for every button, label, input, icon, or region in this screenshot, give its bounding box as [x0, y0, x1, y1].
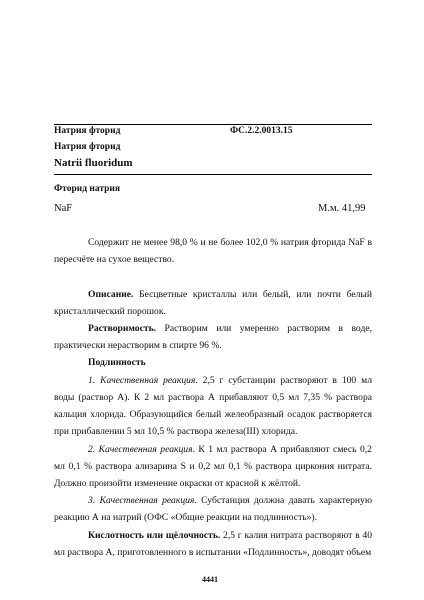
- solubility-label: Растворимость.: [88, 323, 157, 334]
- reaction-3-number: 3.: [88, 495, 96, 506]
- reaction-3-text: . Субстанция должна давать характерную реакцию А на натрий (ОФС «Общие реакции на подлинность»).: [54, 495, 372, 523]
- reaction-2: [54, 441, 372, 492]
- header-top-rule: [54, 124, 372, 125]
- header-name-latin: Natrii fluoridum: [54, 157, 133, 169]
- content-paragraph: Содержит не менее 98,0 % и не более 102,0 % натрия фторида NaF в пересчёте на сухое вещество.: [54, 237, 372, 265]
- chemical-formula: NaF: [54, 203, 73, 214]
- page-number: 4441: [202, 575, 218, 584]
- reaction-3: [54, 492, 372, 526]
- description-text: Бесцветные кристаллы или белый, или почти белый кристаллический порошок.: [54, 289, 372, 317]
- description-paragraph: [54, 286, 372, 320]
- header-bottom-rule: [54, 174, 372, 175]
- reaction-1-text: . 2,5 г субстанции растворяют в 100 мл воды (раствор А). К 2 мл раствора А прибавляют 0,5 мл 7,35 % раствора кальция хлорида. Образующийся белый желеобразный осадок растворяется при прибавлении 5 мл 10,5 % раствора железа(III) хлорида.: [54, 375, 372, 437]
- acidity-text: 2,5 г калия нитрата растворяют в 40 мл раствора А, приготовленного в испытании «Подлинность», доводят объем: [54, 530, 372, 558]
- reaction-1-label: Качественная реакция: [100, 375, 196, 386]
- reaction-1-number: 1.: [88, 375, 96, 386]
- reaction-2-label: Качественная реакция: [98, 444, 193, 455]
- header-name-ru: Натрия фторид: [54, 126, 121, 136]
- header-name-ru-2: Натрия фторид: [54, 142, 121, 152]
- reaction-2-text: . К 1 мл раствора А прибавляют смесь 0,2 мл 0,1 % раствора ализарина S и 0,2 мл 0,1 % раствора циркония нитрата. Должно произойти изменение окраски от красной к жёлтой.: [54, 444, 372, 489]
- acidity-label: Кислотность или щёлочность.: [88, 530, 221, 541]
- solubility-paragraph: [54, 320, 372, 354]
- identity-heading: Подлинность: [88, 357, 146, 368]
- reaction-3-label: Качественная реакция: [99, 495, 195, 506]
- solubility-text: Растворим или умеренно растворим в воде, практически нерастворим в спирте 96 %.: [54, 323, 372, 351]
- doc-code: ФС.2.2.0013.15: [230, 126, 293, 136]
- reaction-1: [54, 372, 372, 440]
- description-label: Описание.: [88, 289, 134, 300]
- acidity-paragraph: [54, 527, 372, 561]
- synonym: Фторид натрия: [54, 184, 121, 194]
- molar-mass: М.м. 41,99: [318, 203, 366, 214]
- reaction-2-number: 2.: [88, 444, 96, 455]
